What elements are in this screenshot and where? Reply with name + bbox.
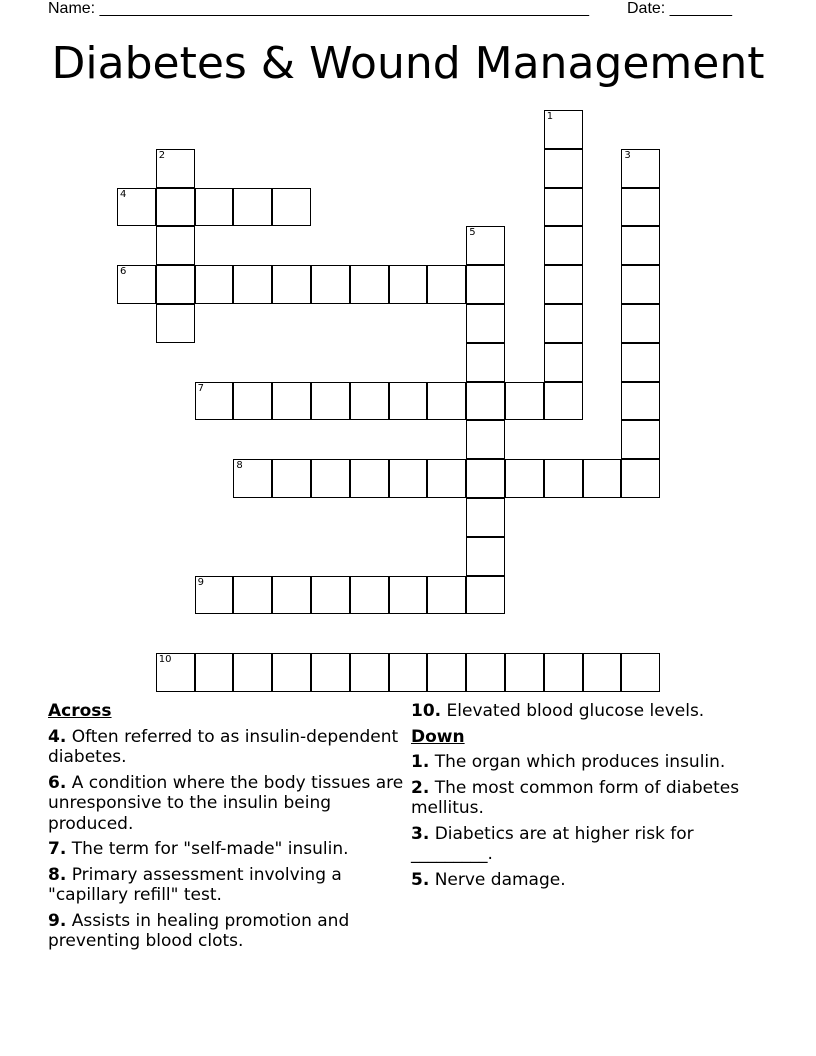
- grid-cell[interactable]: [117, 188, 156, 227]
- clue-number-label: 7: [197, 382, 204, 394]
- grid-cell[interactable]: [156, 304, 195, 343]
- grid-cell[interactable]: [466, 265, 505, 304]
- clue-text: The organ which produces insulin.: [434, 752, 726, 772]
- grid-cell[interactable]: [195, 576, 234, 615]
- clue-number-label: 8: [236, 460, 243, 472]
- grid-cell[interactable]: [544, 265, 583, 304]
- clue-text: Elevated blood glucose levels.: [446, 701, 705, 721]
- grid-cell[interactable]: [466, 304, 505, 343]
- grid-cell[interactable]: [427, 653, 466, 692]
- grid-cell[interactable]: [389, 265, 428, 304]
- grid-cell[interactable]: [466, 576, 505, 615]
- grid-cell[interactable]: [466, 226, 505, 265]
- grid-cell[interactable]: [156, 265, 195, 304]
- grid-cell[interactable]: [389, 576, 428, 615]
- grid-cell[interactable]: [156, 653, 195, 692]
- grid-cell[interactable]: [272, 459, 311, 498]
- clue-text: Assists in healing promotion and preventing blood clots.: [48, 910, 350, 951]
- clue-across-6: [48, 773, 408, 835]
- clue-number: 6.: [48, 772, 67, 793]
- grid-cell[interactable]: [117, 265, 156, 304]
- grid-cell[interactable]: [195, 382, 234, 421]
- clue-text: Often referred to as insulin-dependent diabetes.: [48, 726, 399, 767]
- grid-cell[interactable]: [544, 343, 583, 382]
- grid-cell[interactable]: [621, 420, 660, 459]
- grid-cell[interactable]: [156, 149, 195, 188]
- grid-cell[interactable]: [544, 226, 583, 265]
- grid-cell[interactable]: [466, 382, 505, 421]
- grid-cell[interactable]: [466, 653, 505, 692]
- grid-cell[interactable]: [621, 188, 660, 227]
- grid-cell[interactable]: [272, 653, 311, 692]
- grid-cell[interactable]: [195, 188, 234, 227]
- grid-cell[interactable]: [544, 653, 583, 692]
- grid-cell[interactable]: [389, 382, 428, 421]
- grid-cell[interactable]: [156, 188, 195, 227]
- grid-cell[interactable]: [195, 653, 234, 692]
- clue-down-3: [411, 824, 751, 865]
- grid-cell[interactable]: [389, 459, 428, 498]
- grid-cell[interactable]: [544, 304, 583, 343]
- grid-cell[interactable]: [350, 576, 389, 615]
- grid-cell[interactable]: [156, 226, 195, 265]
- grid-cell[interactable]: [311, 576, 350, 615]
- clue-number-label: 9: [197, 576, 204, 588]
- grid-cell[interactable]: [466, 498, 505, 537]
- grid-cell[interactable]: [544, 149, 583, 188]
- grid-cell[interactable]: [350, 653, 389, 692]
- clue-text: Primary assessment involving a "capillary refill" test.: [48, 864, 342, 905]
- clue-text: The term for "self-made" insulin.: [71, 839, 349, 859]
- grid-cell[interactable]: [505, 653, 544, 692]
- clue-text: Diabetics are at higher risk for _________.: [411, 823, 694, 864]
- grid-cell[interactable]: [427, 459, 466, 498]
- clue-text: Nerve damage.: [434, 869, 566, 890]
- page-title: Diabetes & Wound Management: [51, 38, 765, 89]
- clue-number: 3.: [411, 823, 430, 844]
- clue-number: 8.: [48, 864, 67, 885]
- clue-number: 5.: [411, 869, 430, 890]
- grid-cell[interactable]: [427, 265, 466, 304]
- grid-cell[interactable]: [544, 110, 583, 149]
- clue-down-2: [411, 778, 751, 819]
- grid-cell[interactable]: [233, 576, 272, 615]
- grid-cell[interactable]: [505, 459, 544, 498]
- clue-number: 10.: [411, 701, 442, 721]
- grid-cell[interactable]: [621, 459, 660, 498]
- grid-cell[interactable]: [233, 265, 272, 304]
- grid-cell[interactable]: [621, 226, 660, 265]
- grid-cell[interactable]: [311, 653, 350, 692]
- grid-cell[interactable]: [544, 382, 583, 421]
- clue-down-5: [411, 870, 751, 891]
- grid-cell[interactable]: [583, 459, 622, 498]
- clue-down-1: [411, 752, 751, 773]
- grid-cell[interactable]: [272, 576, 311, 615]
- clue-number-label: 10: [158, 654, 172, 666]
- grid-cell[interactable]: [621, 343, 660, 382]
- grid-cell[interactable]: [311, 382, 350, 421]
- clue-number-label: 6: [120, 266, 127, 278]
- grid-cell[interactable]: [311, 265, 350, 304]
- grid-cell[interactable]: [272, 265, 311, 304]
- grid-cell[interactable]: [621, 265, 660, 304]
- clue-text: The most common form of diabetes mellitus.: [411, 777, 740, 818]
- grid-cell[interactable]: [350, 459, 389, 498]
- grid-cell[interactable]: [272, 382, 311, 421]
- clue-number-label: 3: [624, 149, 631, 161]
- grid-cell[interactable]: [466, 459, 505, 498]
- grid-cell[interactable]: [350, 265, 389, 304]
- date-field[interactable]: Date: _______: [627, 0, 732, 17]
- clue-across-9: [48, 911, 408, 952]
- grid-cell[interactable]: [621, 304, 660, 343]
- grid-cell[interactable]: [233, 382, 272, 421]
- grid-cell[interactable]: [466, 537, 505, 576]
- name-field[interactable]: Name: _______________________________________________________: [48, 0, 589, 17]
- grid-cell[interactable]: [311, 459, 350, 498]
- grid-cell[interactable]: [466, 420, 505, 459]
- grid-cell[interactable]: [466, 343, 505, 382]
- clues-right-column: [411, 701, 751, 895]
- clue-text: A condition where the body tissues are unresponsive to the insulin being produced.: [48, 772, 404, 834]
- clue-number-label: 5: [469, 227, 476, 239]
- grid-cell[interactable]: [427, 576, 466, 615]
- grid-cell[interactable]: [583, 653, 622, 692]
- grid-cell[interactable]: [350, 382, 389, 421]
- clue-number: 2.: [411, 777, 430, 798]
- clue-number: 7.: [48, 839, 67, 859]
- down-heading: Down: [411, 726, 465, 747]
- grid-cell[interactable]: [272, 188, 311, 227]
- grid-cell[interactable]: [389, 653, 428, 692]
- grid-cell[interactable]: [233, 188, 272, 227]
- clue-across-4: [48, 727, 408, 768]
- grid-cell[interactable]: [621, 653, 660, 692]
- clue-number-label: 4: [120, 188, 127, 200]
- clue-number: 4.: [48, 726, 67, 747]
- grid-cell[interactable]: [233, 459, 272, 498]
- grid-cell[interactable]: [544, 188, 583, 227]
- clue-across-7: [48, 839, 408, 860]
- clue-number-label: 1: [546, 111, 554, 122]
- clue-across-10: [411, 701, 751, 722]
- grid-cell[interactable]: [621, 149, 660, 188]
- across-heading: Across: [48, 701, 112, 721]
- clue-number-label: 2: [158, 149, 166, 161]
- grid-cell[interactable]: [544, 459, 583, 498]
- grid-cell[interactable]: [505, 382, 544, 421]
- grid-cell[interactable]: [427, 382, 466, 421]
- clues-left-column: [48, 701, 408, 957]
- grid-cell[interactable]: [233, 653, 272, 692]
- grid-cell[interactable]: [621, 382, 660, 421]
- clue-number: 9.: [48, 910, 67, 931]
- clue-number: 1.: [411, 752, 430, 772]
- grid-cell[interactable]: [195, 265, 234, 304]
- clue-across-8: [48, 865, 408, 906]
